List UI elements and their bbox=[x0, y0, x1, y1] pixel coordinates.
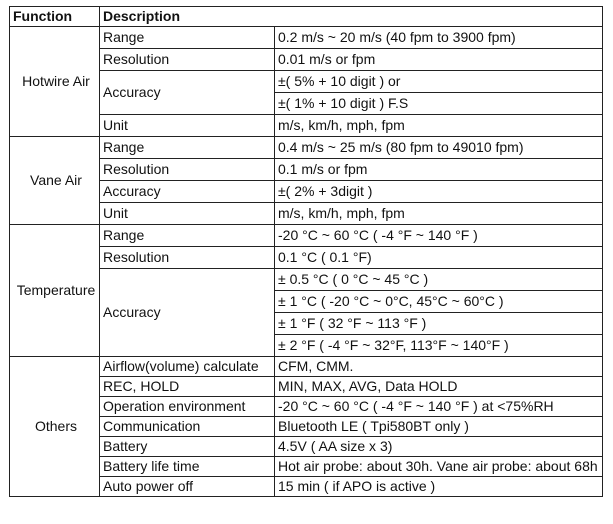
param-label: Auto power off bbox=[100, 477, 275, 497]
param-label: Unit bbox=[100, 203, 275, 225]
param-value: 0.4 m/s ~ 25 m/s (80 fpm to 49010 fpm) bbox=[275, 137, 603, 159]
param-label: Unit bbox=[100, 115, 275, 137]
param-label: Resolution bbox=[100, 247, 275, 269]
table-row bbox=[10, 27, 603, 49]
param-label: Communication bbox=[100, 417, 275, 437]
param-value: -20 °C ~ 60 °C ( -4 °F ~ 140 °F ) bbox=[275, 225, 603, 247]
header-row bbox=[10, 7, 603, 27]
param-label: Accuracy bbox=[100, 181, 275, 203]
description-header: Description bbox=[100, 7, 603, 27]
param-value: ±( 2% + 3digit ) bbox=[275, 181, 603, 203]
param-value: 0.1 m/s or fpm bbox=[275, 159, 603, 181]
table-row bbox=[10, 137, 603, 159]
param-value: ±( 5% + 10 digit ) or bbox=[275, 71, 603, 93]
param-label: REC, HOLD bbox=[100, 377, 275, 397]
param-label: Operation environment bbox=[100, 397, 275, 417]
spec-table bbox=[9, 6, 603, 497]
param-label: Accuracy bbox=[100, 71, 275, 115]
table-row bbox=[10, 225, 603, 247]
param-label: Resolution bbox=[100, 159, 275, 181]
param-value: 15 min ( if APO is active ) bbox=[275, 477, 603, 497]
param-value: CFM, CMM. bbox=[275, 357, 603, 377]
param-label: Airflow(volume) calculate bbox=[100, 357, 275, 377]
param-value: -20 °C ~ 60 °C ( -4 °F ~ 140 °F ) at <75%RH bbox=[275, 397, 603, 417]
param-value: MIN, MAX, AVG, Data HOLD bbox=[275, 377, 603, 397]
param-value: Hot air probe: about 30h. Vane air probe: about 68h bbox=[275, 457, 603, 477]
function-others: Others bbox=[10, 357, 100, 497]
param-value: Bluetooth LE ( Tpi580BT only ) bbox=[275, 417, 603, 437]
param-value: m/s, km/h, mph, fpm bbox=[275, 115, 603, 137]
param-value: ± 1 °C ( -20 °C ~ 0°C, 45°C ~ 60°C ) bbox=[275, 291, 603, 313]
param-value: ± 0.5 °C ( 0 °C ~ 45 °C ) bbox=[275, 269, 603, 291]
param-value: m/s, km/h, mph, fpm bbox=[275, 203, 603, 225]
param-label: Range bbox=[100, 27, 275, 49]
param-value: 0.1 °C ( 0.1 °F) bbox=[275, 247, 603, 269]
param-label: Range bbox=[100, 225, 275, 247]
table-row bbox=[10, 357, 603, 377]
param-label: Battery life time bbox=[100, 457, 275, 477]
function-header: Function bbox=[10, 7, 100, 27]
function-hotwire-air: Hotwire Air bbox=[10, 27, 100, 137]
param-value: ±( 1% + 10 digit ) F.S bbox=[275, 93, 603, 115]
param-label: Accuracy bbox=[100, 269, 275, 357]
param-value: ± 2 °F ( -4 °F ~ 32°F, 113°F ~ 140°F ) bbox=[275, 335, 603, 357]
param-label: Battery bbox=[100, 437, 275, 457]
function-vane-air: Vane Air bbox=[10, 137, 100, 225]
param-value: 0.01 m/s or fpm bbox=[275, 49, 603, 71]
param-value: ± 1 °F ( 32 °F ~ 113 °F ) bbox=[275, 313, 603, 335]
param-value: 0.2 m/s ~ 20 m/s (40 fpm to 3900 fpm) bbox=[275, 27, 603, 49]
param-value: 4.5V ( AA size x 3) bbox=[275, 437, 603, 457]
function-temperature: Temperature bbox=[10, 225, 100, 357]
param-label: Range bbox=[100, 137, 275, 159]
param-label: Resolution bbox=[100, 49, 275, 71]
